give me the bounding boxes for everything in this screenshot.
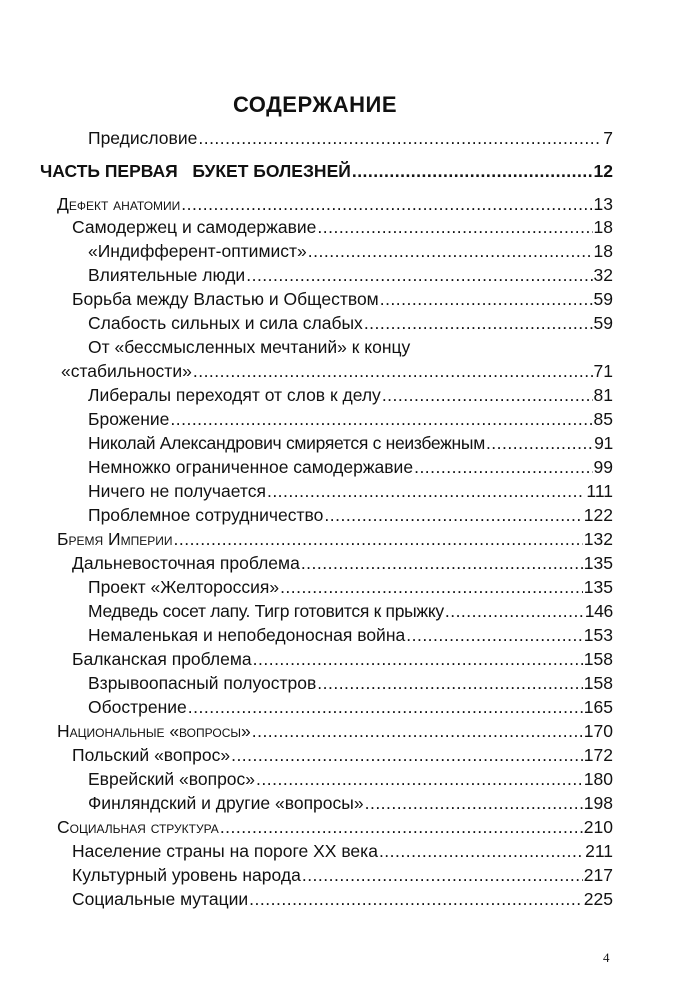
dot-leader <box>249 888 583 910</box>
toc-entry <box>88 672 613 694</box>
toc-entry-label: Бремя Империи <box>57 529 173 549</box>
toc-part-heading <box>40 160 613 182</box>
toc-entry-page: 111 <box>586 481 613 501</box>
dot-leader <box>317 672 583 694</box>
toc-entry <box>88 336 613 358</box>
toc-entry-label: Балканская проблема <box>72 649 252 669</box>
toc-entry <box>88 480 613 502</box>
toc-entry <box>88 600 613 622</box>
dot-leader <box>181 193 592 215</box>
toc-entry <box>72 288 613 310</box>
toc-entry <box>88 264 613 286</box>
toc-entry-label: Дальневосточная проблема <box>72 553 300 573</box>
toc-entry <box>88 696 613 718</box>
toc-entry <box>88 624 613 646</box>
toc-entry <box>88 792 613 814</box>
toc-entry <box>88 384 613 406</box>
toc-entry-label: Самодержец и самодержавие <box>72 217 317 237</box>
toc-entry-page: 18 <box>593 217 613 237</box>
dot-leader <box>188 696 583 718</box>
toc-entry-label: Немаленькая и непобедоносная война <box>88 625 406 645</box>
toc-entry-page: 81 <box>593 385 613 405</box>
toc-entry-page: 153 <box>583 625 613 645</box>
dot-leader <box>302 864 583 886</box>
toc-entry <box>88 768 613 790</box>
toc-entry <box>88 240 613 262</box>
dot-leader <box>379 840 584 862</box>
toc-entry <box>72 888 613 910</box>
toc-entry-page: 71 <box>593 361 613 381</box>
toc-entry-label: Взрывоопасный полуостров <box>88 673 317 693</box>
page-title: СОДЕРЖАНИЕ <box>232 92 398 117</box>
toc-entry-page: 170 <box>583 721 613 741</box>
toc-entry-label: Брожение <box>88 409 170 429</box>
toc-entry-label: Слабость сильных и сила слабых <box>88 313 363 333</box>
toc-entry <box>88 432 613 454</box>
toc-entry <box>61 360 613 382</box>
toc-entry-page: 32 <box>593 265 613 285</box>
toc-entry-page: 225 <box>583 889 613 909</box>
dot-leader <box>280 576 583 598</box>
toc-entry-label: Культурный уровень народа <box>72 865 301 885</box>
toc-entry-page: 158 <box>583 673 613 693</box>
toc-entry-page: 12 <box>593 161 613 181</box>
toc-entry-label: Национальные «вопросы» <box>57 721 251 741</box>
dot-leader <box>193 360 593 382</box>
toc-entry-label: Проект «Желтороссия» <box>88 577 280 597</box>
dot-leader <box>317 216 592 238</box>
toc-entry <box>57 528 613 550</box>
toc-entry-page: 18 <box>593 241 613 261</box>
page-number: 4 <box>603 950 610 965</box>
toc-entry-page: 135 <box>583 577 613 597</box>
toc-entry-page: 59 <box>593 289 613 309</box>
toc-entry-label: Либералы переходят от слов к делу <box>88 385 381 405</box>
dot-leader <box>382 384 593 406</box>
dot-leader <box>170 408 592 430</box>
toc-entry <box>57 193 613 215</box>
toc-entry-page: 211 <box>585 841 613 861</box>
toc-entry-page: 165 <box>583 697 613 717</box>
toc-entry <box>88 127 613 149</box>
toc-entry <box>88 456 613 478</box>
toc-entry-label: Обострение <box>88 697 187 717</box>
toc-entry-label: Николай Александрович смиряется с неизбежным <box>88 433 485 453</box>
toc-entry-label: Финляндский и другие «вопросы» <box>88 793 364 813</box>
toc-entry-page: 135 <box>583 553 613 573</box>
toc-entry <box>88 576 613 598</box>
toc-entry <box>72 744 613 766</box>
toc-entry-label: Медведь сосет лапу. Тигр готовится к прыжку <box>88 601 444 621</box>
dot-leader <box>246 264 592 286</box>
toc-entry-page: 198 <box>583 793 613 813</box>
toc-entry <box>72 864 613 886</box>
toc-entry-page: 132 <box>583 529 613 549</box>
toc-entry-label: Влиятельные люди <box>88 265 246 285</box>
dot-leader <box>445 600 584 622</box>
toc-entry-label: Ничего не получается <box>88 481 266 501</box>
toc-entry-page: 146 <box>584 601 613 621</box>
dot-leader <box>198 127 602 149</box>
dot-leader <box>173 528 582 550</box>
dot-leader <box>256 768 583 790</box>
toc-entry-label: Борьба между Властью и Обществом <box>72 289 379 309</box>
dot-leader <box>486 432 593 454</box>
toc-entry-page: 217 <box>583 865 613 885</box>
toc-entry <box>88 504 613 526</box>
toc-entry <box>57 720 613 742</box>
dot-leader <box>220 816 583 838</box>
toc-entry-label: ЧАСТЬ ПЕРВАЯ БУКЕТ БОЛЕЗНЕЙ <box>40 161 351 181</box>
toc-entry-label: Социальные мутации <box>72 889 249 909</box>
toc-entry-page: 91 <box>594 433 613 453</box>
toc-entry-page: 180 <box>583 769 613 789</box>
toc-entry-page: 85 <box>593 409 613 429</box>
toc-entry-page: 172 <box>583 745 613 765</box>
toc-entry <box>72 840 613 862</box>
dot-leader <box>414 456 592 478</box>
toc-entry-label: «стабильности» <box>61 361 192 381</box>
toc-entry-label: «Индифферент-оптимист» <box>88 241 307 261</box>
toc-entry <box>72 648 613 670</box>
toc-entry-label: Социальная структура <box>57 817 219 837</box>
toc-entry-page: 158 <box>583 649 613 669</box>
toc-entry-label: От «бессмысленных мечтаний» к концу <box>88 337 411 357</box>
toc-entry-page: 59 <box>593 313 613 333</box>
toc-entry <box>72 552 613 574</box>
toc-entry-label: Польский «вопрос» <box>72 745 231 765</box>
toc-entry-page: 122 <box>583 505 613 525</box>
toc-entry-label: Население страны на пороге XX века <box>72 841 378 861</box>
toc-entry-label: Проблемное сотрудничество <box>88 505 324 525</box>
dot-leader <box>352 160 593 182</box>
toc-entry-page: 7 <box>603 128 613 148</box>
dot-leader <box>324 504 582 526</box>
dot-leader <box>267 480 585 502</box>
toc-entry-label: Предисловие <box>88 128 198 148</box>
dot-leader <box>252 720 583 742</box>
toc-entry <box>88 408 613 430</box>
dot-leader <box>253 648 583 670</box>
dot-leader <box>231 744 583 766</box>
dot-leader <box>301 552 583 574</box>
toc-entry <box>72 216 613 238</box>
dot-leader <box>365 792 583 814</box>
dot-leader <box>406 624 583 646</box>
toc-entry <box>57 816 613 838</box>
toc-entry <box>88 312 613 334</box>
toc-entry-page: 210 <box>583 817 613 837</box>
dot-leader <box>308 240 593 262</box>
toc-entry-page: 13 <box>593 194 613 214</box>
toc-entry-label: Еврейский «вопрос» <box>88 769 256 789</box>
dot-leader <box>380 288 593 310</box>
toc-entry-label: Дефект анатомии <box>57 194 181 214</box>
dot-leader <box>364 312 593 334</box>
toc-entry-label: Немножко ограниченное самодержавие <box>88 457 414 477</box>
toc-entry-page: 99 <box>593 457 613 477</box>
